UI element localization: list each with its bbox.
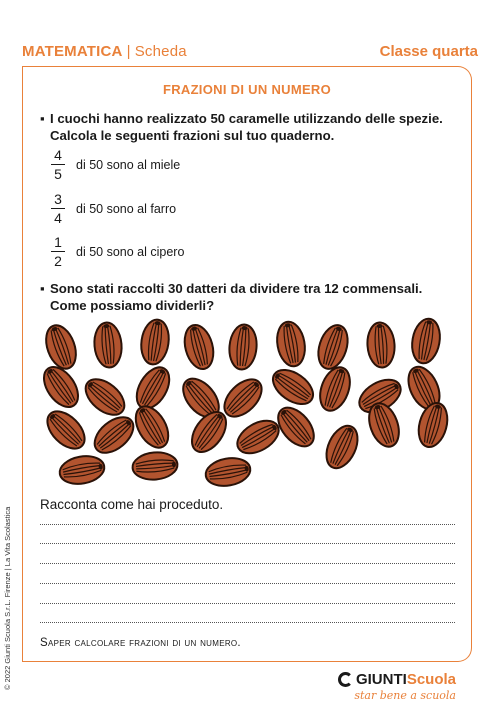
worksheet-title: FRAZIONI DI UN NUMERO	[162, 82, 332, 97]
page-header	[22, 40, 478, 62]
exercise-1-prompt	[40, 110, 460, 144]
fraction-numerator: 3	[54, 191, 62, 207]
subject-label: MATEMATICA	[22, 42, 123, 60]
logo-brand-a: GIUNTI	[355, 671, 407, 688]
fraction-numerator: 4	[54, 147, 62, 163]
fraction	[50, 234, 66, 269]
fraction	[50, 191, 66, 226]
fraction-row-2	[50, 191, 176, 226]
fraction-text: di 50 sono al farro	[76, 201, 177, 216]
bullet-icon: ▪	[40, 111, 45, 126]
bullet-icon: ▪	[40, 281, 45, 296]
giunti-g-icon	[338, 672, 353, 687]
publisher-logo	[306, 671, 456, 711]
logo-brand-b: Scuola	[406, 671, 456, 688]
answer-line[interactable]	[40, 543, 455, 544]
fraction-denominator: 5	[54, 166, 62, 183]
explain-prompt: Racconta come hai proceduto.	[40, 497, 224, 512]
logo-tagline: star bene a scuola	[354, 689, 456, 702]
answer-line[interactable]	[40, 583, 455, 584]
copyright-text: © 2022 Giunti Scuola S.r.L. Firenze | La Vita Scolastica	[3, 506, 12, 690]
exercise-2-line-1: Sono stati raccolti 30 datteri da dividere tra 12 commensali.	[50, 281, 423, 296]
answer-line[interactable]	[40, 524, 455, 525]
exercise-2-prompt	[40, 280, 460, 314]
fraction-denominator: 2	[54, 253, 62, 270]
answer-line[interactable]	[40, 603, 455, 604]
sheet-type-label: Scheda	[134, 42, 187, 60]
subject-heading	[22, 43, 187, 60]
exercise-1-line-1: I cuochi hanno realizzato 50 caramelle utilizzando delle spezie.	[50, 111, 443, 126]
answer-line[interactable]	[40, 622, 455, 623]
class-label: Classe quarta	[379, 42, 478, 60]
fraction-row-3	[50, 234, 184, 269]
answer-line[interactable]	[40, 563, 455, 564]
content-frame-left-border	[22, 66, 23, 662]
fraction-row-1	[50, 147, 180, 182]
header-separator: |	[126, 42, 131, 60]
learning-objective: Saper calcolare frazioni di un numero.	[40, 637, 241, 649]
exercise-2-line-2: Come possiamo dividerli?	[50, 298, 215, 313]
fraction	[50, 147, 66, 182]
fraction-numerator: 1	[54, 234, 62, 250]
exercise-1-line-2: Calcola le seguenti frazioni sul tuo quaderno.	[50, 128, 335, 143]
fraction-denominator: 4	[54, 210, 62, 227]
fraction-text: di 50 sono al cipero	[76, 244, 185, 259]
fraction-text: di 50 sono al miele	[76, 157, 181, 172]
